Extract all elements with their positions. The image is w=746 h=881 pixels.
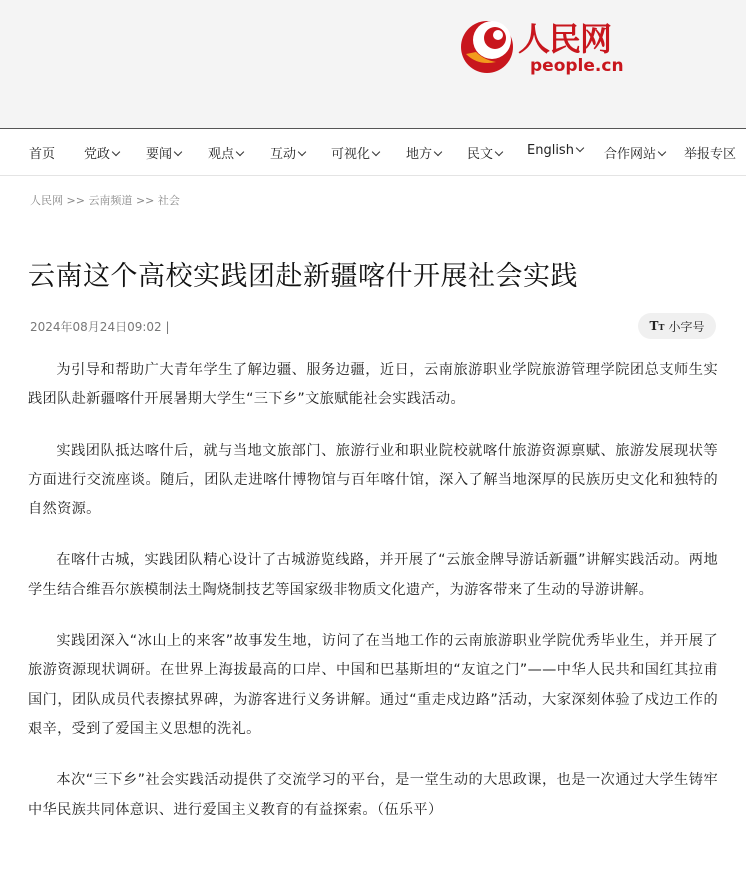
nav-item-news[interactable]: 要闻 [146,143,181,162]
chevron-down-icon [298,148,306,156]
font-size-icon: TT [649,319,665,333]
nav-item-minority[interactable]: 民文 [467,143,502,162]
breadcrumb-item-society[interactable]: 社会 [157,194,180,207]
nav-item-local[interactable]: 地方 [406,143,441,162]
article-title: 云南这个高校实践团赴新疆喀什开展社会实践 [28,261,578,292]
article-paragraph: 实践团深入“冰山上的来客”故事发生地，访问了在当地工作的云南旅游职业学院优秀毕业生，并开展了旅游资源现状调研。在世界上海拔最高的口岸、中国和巴基斯坦的“友谊之门”——中华人民共和国红其拉甫国门，团队成员代表擦拭界碑，为游客进行义务讲解。通过“重走戍边路”活动，大家深刻体验了戍边工作的艰辛，受到了爱国主义思想的洗礼。 [28,633,718,737]
chevron-down-icon [174,148,182,156]
article-body [28,356,718,847]
chevron-down-icon [434,148,442,156]
publish-datetime: 2024年08月24日09:02 [30,320,162,334]
chevron-down-icon [112,148,120,156]
breadcrumb [30,192,180,208]
nav-item-home[interactable]: 首页 [29,147,56,162]
breadcrumb-separator: >> [66,194,85,207]
chevron-down-icon [236,148,244,156]
logo-mark-icon [456,16,518,78]
breadcrumb-item-people[interactable]: 人民网 [30,194,63,207]
nav-item-english[interactable]: English [527,143,583,158]
article-paragraph: 本次“三下乡”社会实践活动提供了交流学习的平台，是一堂生动的大思政课，也是一次通过大学生铸牢中华民族共同体意识、进行爱国主义教育的有益探索。（伍乐平） [28,772,718,818]
header-band [0,0,746,128]
nav-item-party[interactable]: 党政 [84,143,119,162]
chevron-down-icon [658,148,666,156]
brand-name-cn: 人民网 [518,20,612,58]
article-paragraph: 为引导和帮助广大青年学生了解边疆、服务边疆，近日，云南旅游职业学院旅游管理学院团总支师生实践团队赴新疆喀什开展暑期大学生“三下乡”文旅赋能社会实践活动。 [28,362,718,408]
chevron-down-icon [495,148,503,156]
chevron-down-icon [372,148,380,156]
nav-item-opinion[interactable]: 观点 [208,143,243,162]
breadcrumb-separator: >> [135,194,155,207]
nav-item-interact[interactable]: 互动 [270,143,305,162]
site-logo[interactable] [456,12,646,78]
brand-name-en: people.cn [530,56,624,76]
breadcrumb-item-yunnan[interactable]: 云南频道 [88,194,133,207]
article-paragraph: 实践团队抵达喀什后，就与当地文旅部门、旅游行业和职业院校就喀什旅游资源禀赋、旅游发展现状等方面进行交流座谈。随后，团队走进喀什博物馆与百年喀什馆，深入了解当地深厚的民族历史文化和独特的自然资源。 [28,442,718,518]
meta-separator: | [165,320,170,334]
article-meta [30,318,170,335]
article-paragraph: 在喀什古城，实践团队精心设计了古城游览线路，并开展了“云旅金牌导游话新疆”讲解实践活动。两地学生结合维吾尔族模制法土陶烧制技艺等国家级非物质文化遗产，为游客带来了生动的导游讲解。 [28,552,718,598]
font-size-toggle-label: 小字号 [668,319,705,334]
nav-item-visual[interactable]: 可视化 [331,143,379,162]
chevron-down-icon [576,144,584,152]
font-size-toggle-button[interactable] [638,313,716,339]
nav-item-partners[interactable]: 合作网站 [604,143,665,162]
main-nav [0,128,746,176]
nav-item-report[interactable]: 举报专区 [684,147,737,162]
